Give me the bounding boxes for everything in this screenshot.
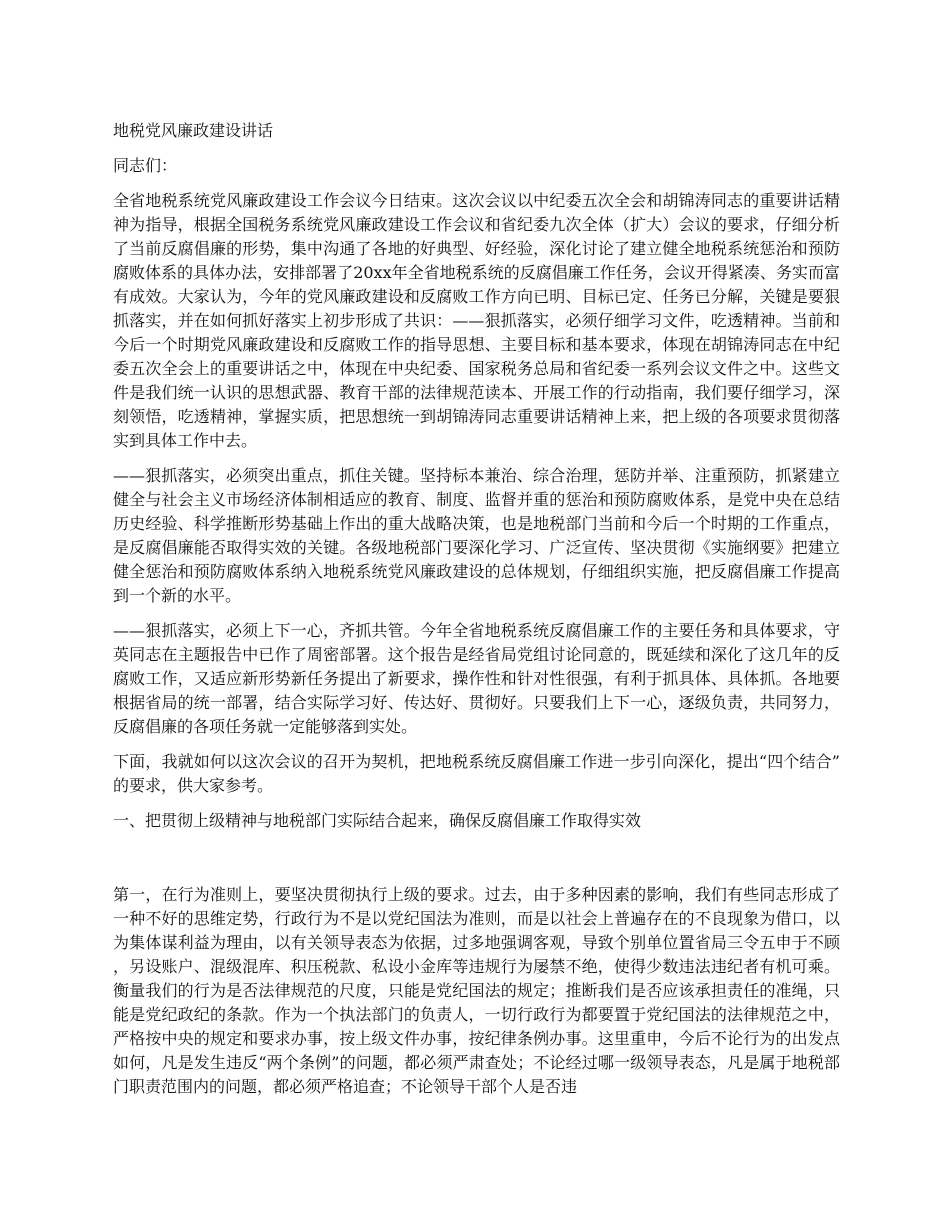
paragraph-2: ——狠抓落实，必须突出重点，抓住关键。坚持标本兼治、综合治理，惩防并举、注重预防，抓紧建立健全与社会主义市场经济体制相适应的教育、制度、监督并重的惩治和预防腐败体系，是党中央在总结历史经验、科学推断形势基础上作出的重大战略决策，也是地税部门当前和今后一个时期的工作重点，是反腐倡廉能否取得实效的关键。各级地税部门要深化学习、广泛宣传、坚决贯彻《实施纲要》把建立健全惩治和预防腐败体系纳入地税系统党风廉政建设的总体规划，仔细组织实施，把反腐倡廉工作提高到一个新的水平。 <box>113 466 840 605</box>
greeting: 同志们： <box>113 156 178 175</box>
document-title: 地税党风廉政建设讲话 <box>113 121 274 140</box>
document-body <box>113 119 840 1110</box>
paragraph-3: ——狠抓落实，必须上下一心，齐抓共管。今年全省地税系统反腐倡廉工作的主要任务和具体要求，守英同志在主题报告中已作了周密部署。这个报告是经省局党组讨论同意的，既延续和深化了这几年的反腐败工作，又适应新形势新任务提出了新要求，操作性和针对性很强，有利于抓具体、具体抓。各地要根据省局的统一部署，结合实际学习好、传达好、贯彻好。只要我们上下一心，逐级负责，共同努力，反腐倡廉的各项任务就一定能够落到实处。 <box>113 621 840 736</box>
section-heading: 一、把贯彻上级精神与地税部门实际结合起来，确保反腐倡廉工作取得实效 <box>113 811 642 830</box>
paragraph-1: 全省地税系统党风廉政建设工作会议今日结束。这次会议以中纪委五次全会和胡锦涛同志的重要讲话精神为指导，根据全国税务系统党风廉政建设工作会议和省纪委九次全体（扩大）会议的要求，仔细分析了当前反腐倡廉的形势，集中沟通了各地的好典型、好经验，深化讨论了建立健全地税系统惩治和预防腐败体系的具体办法，安排部署了20xx年全省地税系统的反腐倡廉工作任务，会议开得紧凑、务实而富有成效。大家认为，今年的党风廉政建设和反腐败工作方向已明、目标已定、任务已分解，关键是要狠抓落实，并在如何抓好落实上初步形成了共识：——狠抓落实，必须仔细学习文件，吃透精神。当前和今后一个时期党风廉政建设和反腐败工作的指导思想、主要目标和基本要求，体现在胡锦涛同志在中纪委五次全会上的重要讲话之中，体现在中央纪委、国家税务总局和省纪委一系列会议文件之中。这些文件是我们统一认识的思想武器、教育干部的法律规范读本、开展工作的行动指南，我们要仔细学习，深刻领悟，吃透精神，掌握实质，把思想统一到胡锦涛同志重要讲话精神上来，把上级的各项要求贯彻落实到具体工作中去。 <box>113 191 840 450</box>
section-spacer <box>113 833 840 883</box>
paragraph-4: 下面，我就如何以这次会议的召开为契机，把地税系统反腐倡廉工作进一步引向深化，提出“四个结合”的要求，供大家参考。 <box>113 752 840 795</box>
section-paragraph: 第一，在行为准则上，要坚决贯彻执行上级的要求。过去，由于多种因素的影响，我们有些同志形成了一种不好的思维定势，行政行为不是以党纪国法为准则，而是以社会上普遍存在的不良现象为借口，以为集体谋利益为理由，以有关领导表态为依据，过多地强调客观，导致个别单位置省局三令五申于不顾，另设账户、混级混库、积压税款、私设小金库等违规行为屡禁不绝，使得少数违法违纪者有机可乘。衡量我们的行为是否法律规范的尺度，只能是党纪国法的规定；推断我们是否应该承担责任的准绳，只能是党纪政纪的条款。作为一个执法部门的负责人，一切行政行为都要置于党纪国法的法律规范之中，严格按中央的规定和要求办事，按上级文件办事，按纪律条例办事。这里重申，今后不论行为的出发点如何，凡是发生违反“两个条例”的问题，都必须严肃查处；不论经过哪一级领导表态，凡是属于地税部门职责范围内的问题，都必须严格追查；不论领导干部个人是否违 <box>113 885 840 1096</box>
